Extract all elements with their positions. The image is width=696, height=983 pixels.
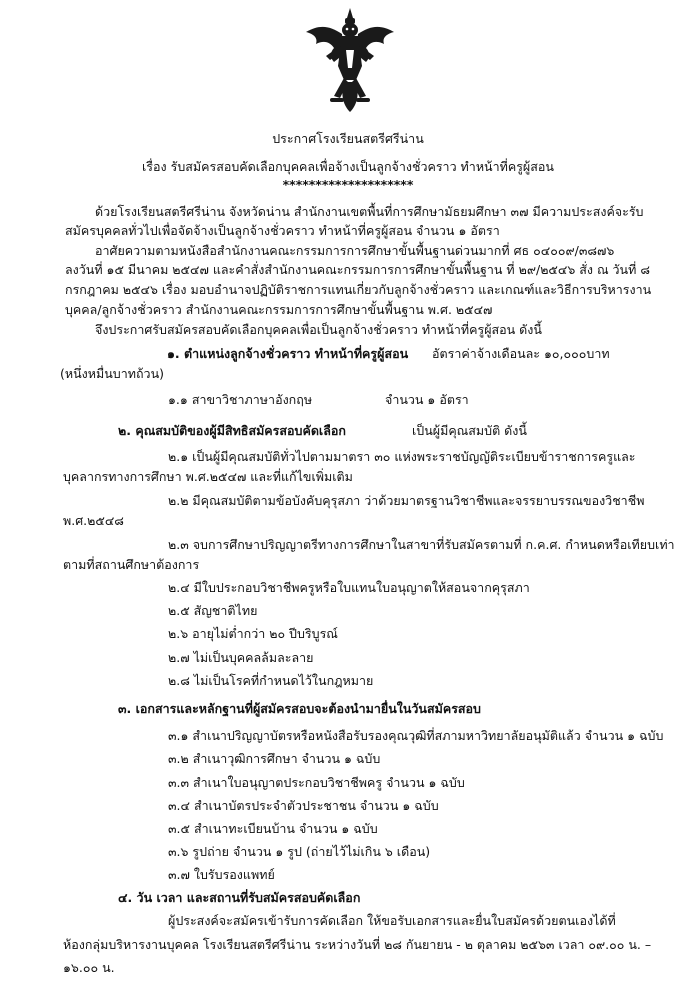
section-2-heading: ๒. คุณสมบัติของผู้มีสิทธิสมัครสอบคัดเลือก [118, 423, 346, 438]
intro-paragraph-2a: อาศัยความตามหนังสือสำนักงานคณะกรรมการการศึกษาขั้นพื้นฐานด่วนมากที่ ศธ ๐๔๐๐๙/๓๘๗๖ [95, 243, 615, 258]
section-4-paragraph-3: ๑๖.๐๐ น. [63, 960, 115, 975]
intro-paragraph-1b: สมัครบุคคลทั่วไปเพื่อจัดจ้างเป็นลูกจ้างชั่วคราว ทำหน้าที่ครูผู้สอน จำนวน ๑ อัตรา [65, 223, 500, 238]
section-4-paragraph-1: ผู้ประสงค์จะสมัครเข้ารับการคัดเลือก ให้ขอรับเอกสารและยื่นใบสมัครด้วยตนเองได้ที่ [168, 913, 616, 928]
intro-paragraph-2d: บุคคล/ลูกจ้างชั่วคราว สำนักงานคณะกรรมการการศึกษาขั้นพื้นฐาน พ.ศ. ๒๕๔๗ [65, 302, 493, 317]
section-2-item-1a: ๒.๑ เป็นผู้มีคุณสมบัติทั่วไปตามมาตรา ๓๐ แห่งพระราชบัญญัติระเบียบข้าราชการครูและ [168, 449, 636, 464]
section-1-item-subject: ๑.๑ สาขาวิชาภาษาอังกฤษ [168, 392, 313, 407]
section-3-heading: ๓. เอกสารและหลักฐานที่ผู้สมัครสอบจะต้องนำมายื่นในวันสมัครสอบ [118, 701, 481, 716]
section-2-item-2a: ๒.๒ มีคุณสมบัติตามข้อบังคับคุรุสภา ว่าด้วยมาตรฐานวิชาชีพและจรรยาบรรณของวิชาชีพ [168, 493, 645, 508]
section-1-wage: อัตราค่าจ้างเดือนละ ๑๐,๐๐๐บาท [432, 346, 610, 361]
intro-paragraph-3: จึงประกาศรับสมัครสอบคัดเลือกบุคคลเพื่อเป็นลูกจ้างชั่วคราว ทำหน้าที่ครูผู้สอน ดังนี้ [95, 322, 542, 337]
section-2-item-1b: บุคลากรทางการศึกษา พ.ศ.๒๕๔๗ และที่แก้ไขเพิ่มเติม [63, 469, 353, 484]
section-2-item-3b: ตามที่สถานศึกษาต้องการ [63, 557, 200, 572]
section-2-item-8: ๒.๘ ไม่เป็นโรคที่กำหนดไว้ในกฎหมาย [168, 673, 374, 688]
section-3-item-3: ๓.๓ สำเนาใบอนุญาตประกอบวิชาชีพครู จำนวน ๑ ฉบับ [168, 775, 465, 790]
section-4-heading: ๔. วัน เวลา และสถานที่รับสมัครสอบคัดเลือก [118, 890, 361, 905]
section-2-item-2b: พ.ศ.๒๕๔๘ [63, 513, 124, 528]
section-3-item-6: ๓.๖ รูปถ่าย จำนวน ๑ รูป (ถ่ายไว้ไม่เกิน ๖ เดือน) [168, 844, 431, 859]
section-2-item-5: ๒.๕ สัญชาติไทย [168, 603, 258, 618]
section-1-item-count: จำนวน ๑ อัตรา [385, 392, 469, 407]
section-2-item-3a: ๒.๓ จบการศึกษาปริญญาตรีทางการศึกษาในสาขาที่รับสมัครตามที่ ก.ค.ศ. กำหนดหรือเทียบเท่า [168, 537, 675, 552]
section-2-item-7: ๒.๗ ไม่เป็นบุคคลล้มละลาย [168, 650, 314, 665]
announcement-subject: เรื่อง รับสมัครสอบคัดเลือกบุคคลเพื่อจ้างเป็นลูกจ้างชั่วคราว ทำหน้าที่ครูผู้สอน [142, 159, 554, 174]
intro-paragraph-1a: ด้วยโรงเรียนสตรีศรีน่าน จังหวัดน่าน สำนักงานเขตพื้นที่การศึกษามัธยมศึกษา ๓๗ มีความประสงค์จะรับ [95, 204, 644, 219]
section-3-item-5: ๓.๕ สำเนาทะเบียนบ้าน จำนวน ๑ ฉบับ [168, 821, 378, 836]
garuda-emblem-icon [300, 6, 400, 114]
section-2-item-6: ๒.๖ อายุไม่ต่ำกว่า ๒๐ ปีบริบูรณ์ [168, 626, 338, 641]
section-3-item-1: ๓.๑ สำเนาปริญญาบัตรหรือหนังสือรับรองคุณวุฒิที่สภามหาวิทยาลัยอนุมัติแล้ว จำนวน ๑ ฉบับ [168, 728, 664, 743]
section-4-paragraph-2: ห้องกลุ่มบริหารงานบุคคล โรงเรียนสตรีศรีน่าน ระหว่างวันที่ ๒๘ กันยายน - ๒ ตุลาคม ๒๕๖๓ เวลา ๐๙.๐๐ น. – [63, 937, 652, 952]
announcement-title: ประกาศโรงเรียนสตรีศรีน่าน [272, 131, 424, 146]
section-1-wage-words: (หนึ่งหมื่นบาทถ้วน) [60, 366, 164, 381]
section-3-item-2: ๓.๒ สำเนาวุฒิการศึกษา จำนวน ๑ ฉบับ [168, 751, 381, 766]
section-3-item-7: ๓.๗ ใบรับรองแพทย์ [168, 867, 275, 882]
intro-paragraph-2b: ลงวันที่ ๑๕ มีนาคม ๒๕๔๗ และคำสั่งสำนักงานคณะกรรมการการศึกษาขั้นพื้นฐาน ที่ ๒๙/๒๕๔๖ สั่ง ณ วันที่ ๘ [65, 262, 650, 277]
section-3-item-4: ๓.๔ สำเนาบัตรประจำตัวประชาชน จำนวน ๑ ฉบับ [168, 798, 439, 813]
intro-paragraph-2c: กรกฎาคม ๒๕๔๖ เรื่อง มอบอำนาจปฏิบัติราชการแทนเกี่ยวกับลูกจ้างชั่วคราว และเกณฑ์และวิธีการบริหารงาน [65, 282, 652, 297]
section-2-item-4: ๒.๔ มีใบประกอบวิชาชีพครูหรือใบแทนใบอนุญาตให้สอนจากคุรุสภา [168, 580, 530, 595]
section-1-heading: ๑. ตำแหน่งลูกจ้างชั่วคราว ทำหน้าที่ครูผู้สอน [167, 346, 409, 361]
divider-stars: ******************** [282, 177, 414, 192]
section-2-heading-tail: เป็นผู้มีคุณสมบัติ ดังนี้ [412, 423, 527, 438]
